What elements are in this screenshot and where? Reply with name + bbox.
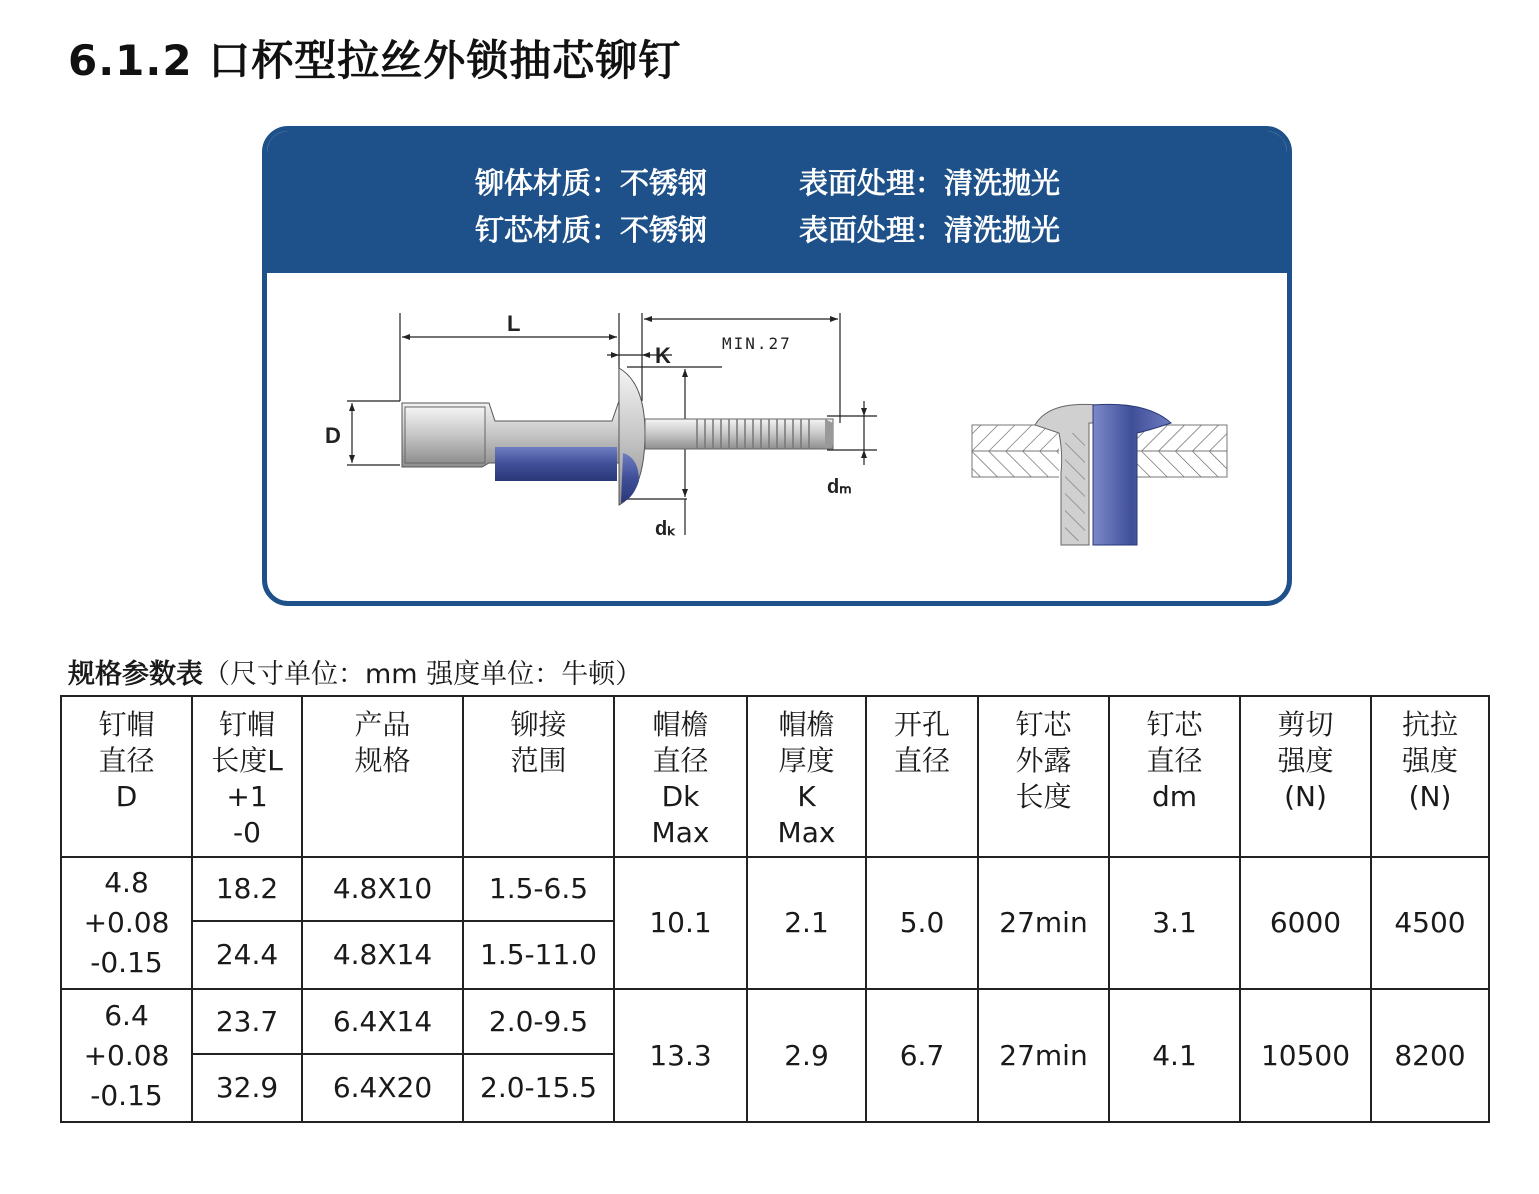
- header-flange-thickness: 帽檐 厚度 K Max: [747, 696, 866, 857]
- header-hole-diameter: 开孔 直径: [866, 696, 978, 857]
- spec-heading: 规格参数表: [68, 659, 203, 690]
- cell-dm: 4.1: [1109, 989, 1240, 1122]
- rivet-side-view: [325, 311, 877, 540]
- label-K: K: [655, 343, 671, 368]
- rivet-diagram: [267, 273, 1287, 601]
- mandrel-material: 钉芯材质：不锈钢: [475, 213, 708, 247]
- cell-range: 2.0-15.5: [463, 1054, 614, 1122]
- cell-exposed: 27min: [978, 857, 1109, 990]
- header-product-spec: 产品 规格: [302, 696, 463, 857]
- material-panel: [262, 126, 1292, 606]
- cell-D: 4.8 +0.08 -0.15: [61, 857, 192, 990]
- cell-spec: 4.8X10: [302, 857, 463, 921]
- label-L: L: [507, 311, 521, 336]
- cell-Dk: 10.1: [614, 857, 747, 990]
- spec-table: [60, 695, 1490, 1123]
- cell-K: 2.1: [747, 857, 866, 990]
- rivet-body-material: 铆体材质：不锈钢: [475, 166, 708, 200]
- cell-hole: 5.0: [866, 857, 978, 990]
- cell-L: 24.4: [192, 921, 302, 989]
- label-min27: MIN.27: [722, 334, 792, 353]
- header-tensile-strength: 抗拉 强度 (N): [1371, 696, 1489, 857]
- header-cap-diameter: 钉帽 直径 D: [61, 696, 192, 857]
- header-cap-length: 钉帽 长度L +1 -0: [192, 696, 302, 857]
- label-dk: dₖ: [655, 518, 676, 540]
- cell-range: 1.5-6.5: [463, 857, 614, 921]
- cell-spec: 4.8X14: [302, 921, 463, 989]
- table-row: [61, 989, 1489, 1053]
- cell-tensile: 8200: [1371, 989, 1489, 1122]
- mandrel-surface: 表面处理：清洗抛光: [799, 213, 1061, 247]
- header-mandrel-exposed: 钉芯 外露 长度: [978, 696, 1109, 857]
- header-mandrel-diameter: 钉芯 直径 dm: [1109, 696, 1240, 857]
- page-title: 6.1.2 口杯型拉丝外锁抽芯铆钉: [68, 36, 682, 85]
- rivet-body-surface: 表面处理：清洗抛光: [799, 166, 1061, 200]
- cell-L: 23.7: [192, 989, 302, 1053]
- table-row: [61, 857, 1489, 921]
- spec-subtitle: [68, 652, 642, 691]
- rivet-installed-view: [972, 404, 1227, 545]
- cell-D: 6.4 +0.08 -0.15: [61, 989, 192, 1122]
- header-shear-strength: 剪切 强度 (N): [1240, 696, 1371, 857]
- header-grip-range: 铆接 范围: [463, 696, 614, 857]
- cell-K: 2.9: [747, 989, 866, 1122]
- cell-shear: 10500: [1240, 989, 1371, 1122]
- cell-Dk: 13.3: [614, 989, 747, 1122]
- header-flange-diameter: 帽檐 直径 Dk Max: [614, 696, 747, 857]
- material-header: [267, 131, 1287, 273]
- cell-range: 2.0-9.5: [463, 989, 614, 1053]
- cell-L: 32.9: [192, 1054, 302, 1122]
- cell-dm: 3.1: [1109, 857, 1240, 990]
- cell-spec: 6.4X14: [302, 989, 463, 1053]
- cell-L: 18.2: [192, 857, 302, 921]
- cell-range: 1.5-11.0: [463, 921, 614, 989]
- label-dm: dₘ: [827, 476, 852, 498]
- label-D: D: [325, 423, 341, 448]
- cell-hole: 6.7: [866, 989, 978, 1122]
- cell-spec: 6.4X20: [302, 1054, 463, 1122]
- cell-exposed: 27min: [978, 989, 1109, 1122]
- cell-shear: 6000: [1240, 857, 1371, 990]
- spec-units: （尺寸单位：mm 强度单位：牛顿）: [203, 659, 643, 690]
- cell-tensile: 4500: [1371, 857, 1489, 990]
- table-header-row: [61, 696, 1489, 857]
